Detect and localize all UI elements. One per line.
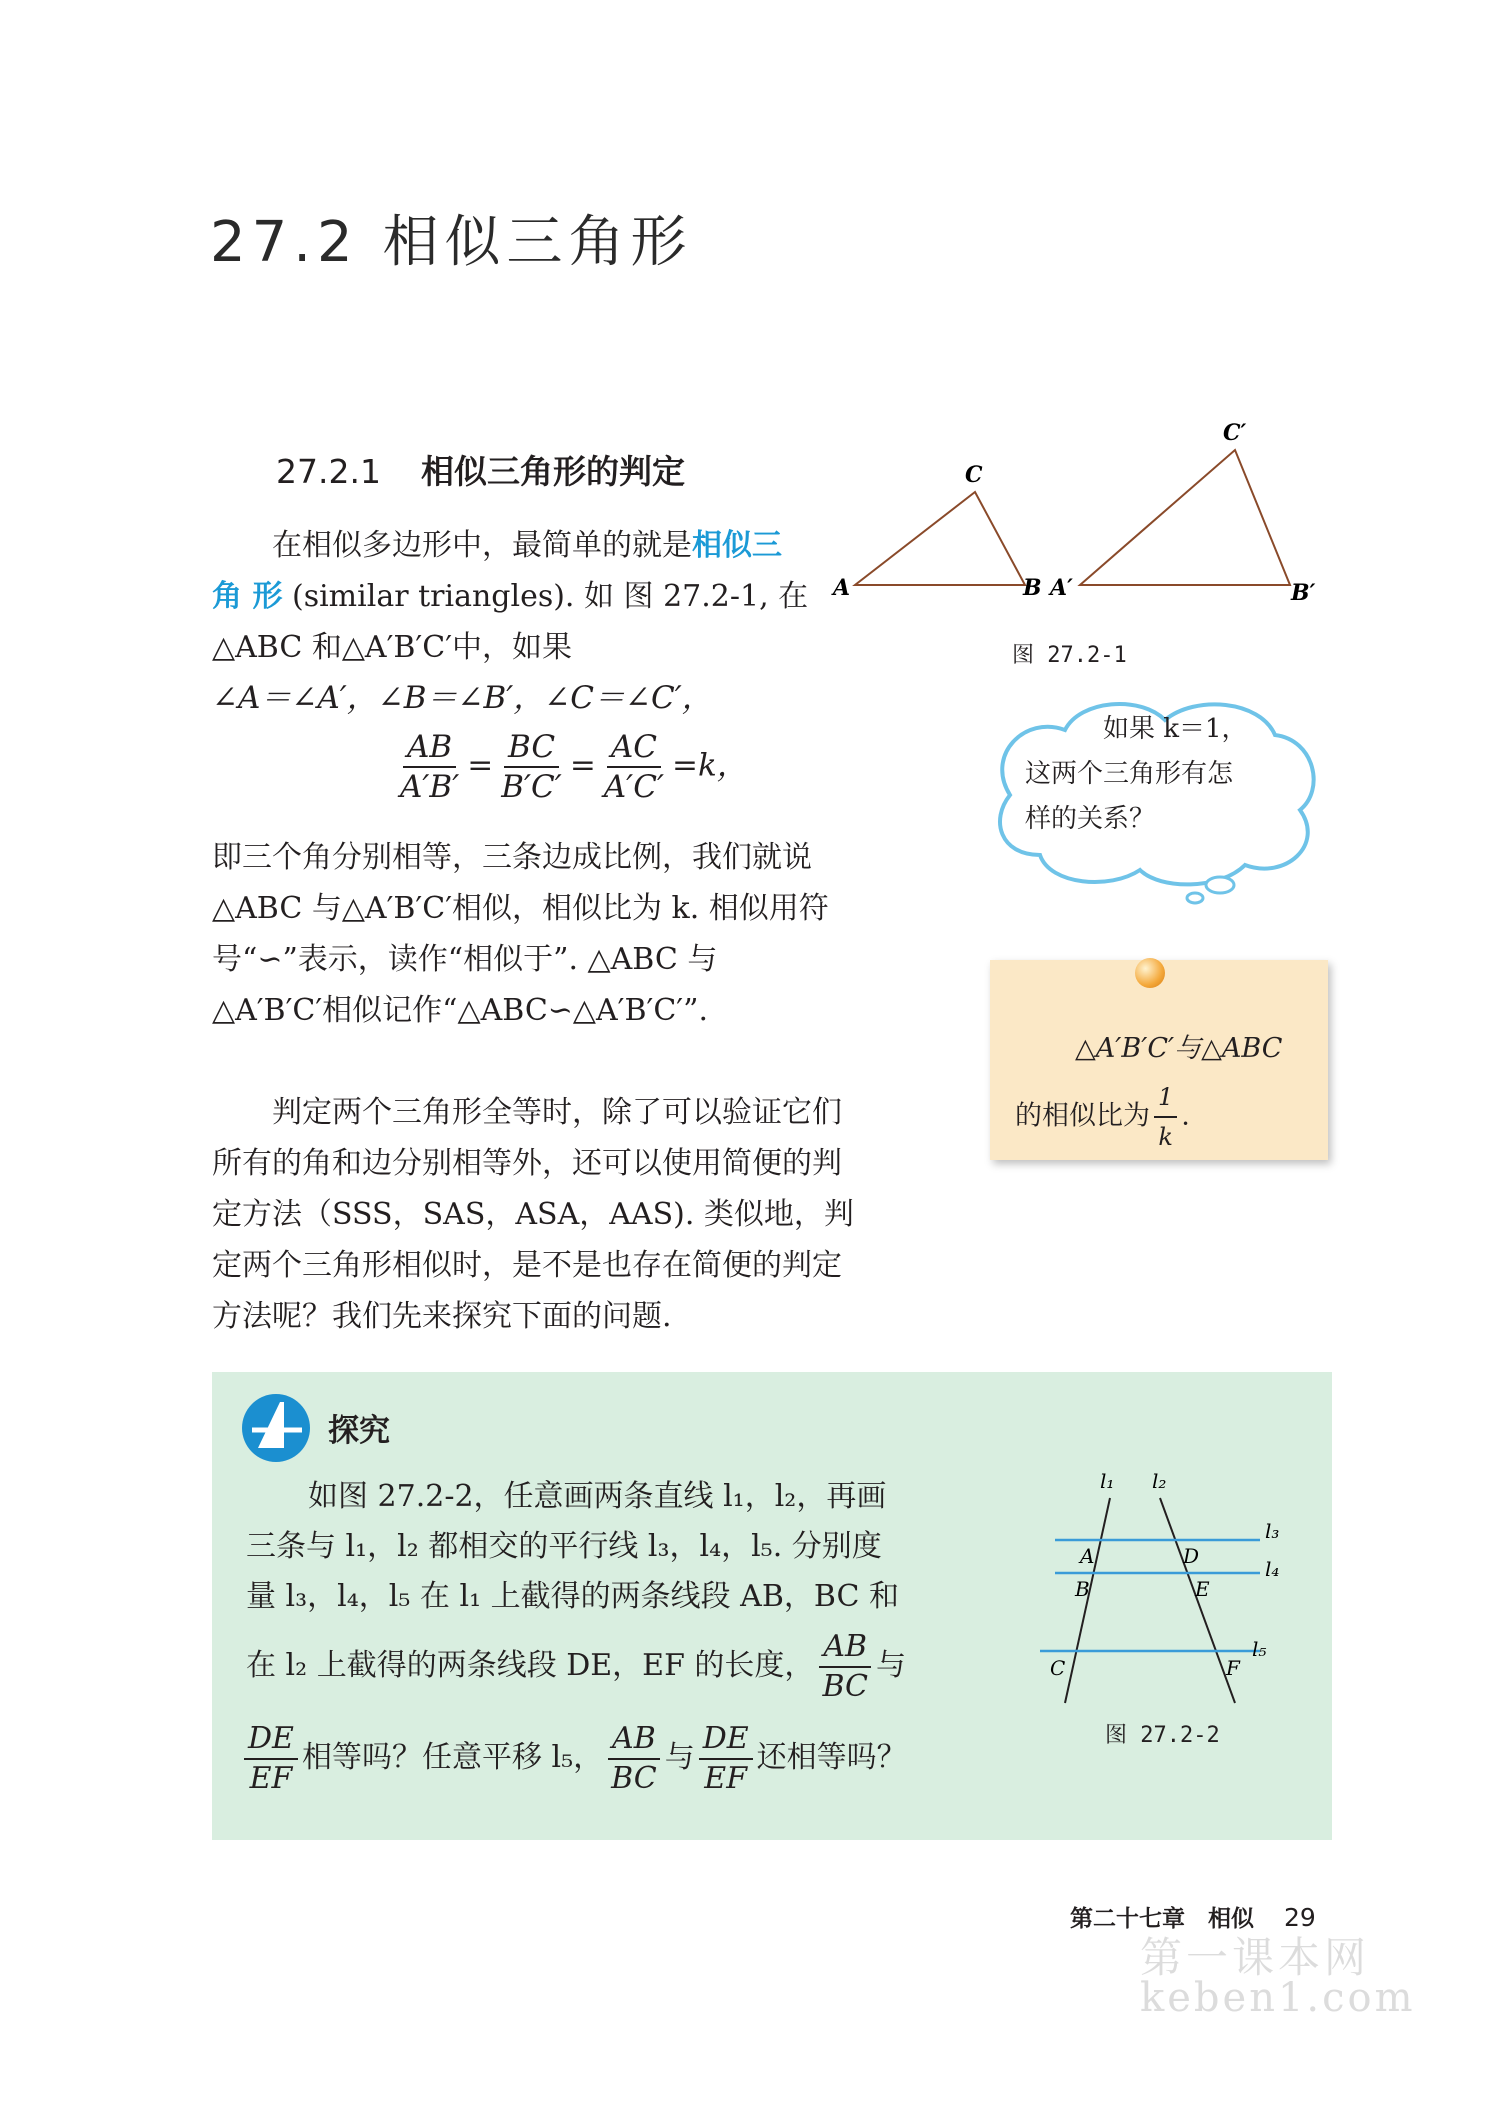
section-title: 27.2 相似三角形 <box>210 210 693 275</box>
subsection-label: 相似三角形的判定 <box>420 452 685 491</box>
label-b: B <box>1075 1577 1090 1601</box>
label-l2: l₂ <box>1152 1469 1167 1493</box>
fraction-ab: $\frac{AB}{A'B'}$ <box>400 729 460 805</box>
explore-line-3: 量 l₃，l₄，l₅ 在 l₁ 上截得的两条线段 AB，BC 和 <box>246 1579 899 1614</box>
label-c: C <box>965 462 983 488</box>
cloud-line-3: 样的关系？ <box>1025 804 1156 834</box>
compass-icon <box>240 1392 312 1464</box>
para2-line-3: 号“∽”表示，读作“相似于”. △ABC 与 <box>212 942 718 977</box>
explore-fraction-de: $\frac{DE}{EF}$ <box>244 1720 298 1798</box>
cloud-line-1: 如果 k＝1， <box>1103 714 1248 744</box>
label-a: A <box>1080 1544 1095 1568</box>
explore-title: 探究 <box>328 1413 390 1449</box>
figure-27-2-1 <box>815 410 1335 610</box>
label-c-prime: C′ <box>1223 420 1247 446</box>
para3-line-4: 定两个三角形相似时，是不是也存在简便的判定 <box>212 1248 842 1283</box>
subsection-title <box>276 446 685 493</box>
label-l1: l₁ <box>1100 1469 1115 1493</box>
label-l5: l₅ <box>1252 1637 1267 1661</box>
explore-fraction-ab: $\frac{AB}{BC}$ <box>818 1628 872 1706</box>
pushpin-icon <box>1135 958 1165 988</box>
figure-2-caption: 图 27.2-2 <box>1105 1723 1220 1748</box>
term-similar-triangles: 相似三 <box>692 528 782 563</box>
label-l4: l₄ <box>1265 1557 1280 1581</box>
explore-line-4: 在 l₂ 上截得的两条线段 DE，EF 的长度， $\frac{AB}{BC}$ 与 <box>246 1629 906 1704</box>
explore-fraction-ab-2: $\frac{AB}{BC}$ <box>607 1720 661 1798</box>
term-similar-triangles-cont: 角 形 <box>212 579 283 614</box>
watermark-cn: 第一课本网 <box>1140 1933 1371 1982</box>
triangle-a2b2c2 <box>1080 450 1290 585</box>
triangle-abc <box>855 492 1025 585</box>
intro-line-2: 角 形 (similar triangles). 如 图 27.2-1, 在 <box>212 579 809 614</box>
figure-1-caption: 图 27.2-1 <box>1012 643 1127 668</box>
para2-line-1: 即三个角分别相等，三条边成比例，我们就说 <box>212 840 812 875</box>
para3-line-2: 所有的角和边分别相等外，还可以使用简便的判 <box>212 1146 842 1181</box>
para3-line-3: 定方法（SSS，SAS，ASA，AAS). 类似地，判 <box>212 1197 854 1232</box>
note-line-2: 的相似比为 $\frac{1}{k}$ . <box>1015 1078 1315 1156</box>
subsection-number: 27.2.1 <box>276 452 381 491</box>
chapter-title: 第二十七章 相似 <box>1070 1906 1254 1932</box>
para3-line-5: 方法呢？我们先来探究下面的问题. <box>212 1299 672 1334</box>
label-f: F <box>1226 1656 1240 1680</box>
ratio-equation: $\frac{AB}{A'B'}$ = $\frac{BC}{B'C'}$ = $\frac{AC}{A'C'}$ =k， <box>392 728 748 806</box>
label-b: B <box>1023 575 1042 601</box>
explore-fraction-de-2: $\frac{DE}{EF}$ <box>699 1720 753 1798</box>
explore-line-1: 如图 27.2-2，任意画两条直线 l₁，l₂，再画 <box>308 1479 887 1514</box>
label-b-prime: B′ <box>1291 580 1316 606</box>
explore-line-5: $\frac{DE}{EF}$ 相等吗？任意平移 l₅， $\frac{AB}{BC}$ 与 $\frac{DE}{EF}$ 还相等吗？ <box>240 1720 980 1798</box>
note-fraction: $\frac{1}{k}$ <box>1154 1078 1177 1156</box>
label-a: A <box>833 575 851 601</box>
fraction-ac: $\frac{AC}{A'C'}$ <box>603 729 664 805</box>
label-d: D <box>1183 1544 1200 1568</box>
page-number: 29 <box>1284 1903 1316 1932</box>
label-c: C <box>1050 1656 1066 1680</box>
angle-equalities: ∠A＝∠A′，∠B＝∠B′，∠C＝∠C′， <box>212 680 713 716</box>
explore-line-2: 三条与 l₁，l₂ 都相交的平行线 l₃，l₄，l₅. 分别度 <box>246 1529 882 1564</box>
intro-line-1: 在相似多边形中，最简单的就是相似三 <box>272 528 782 563</box>
watermark-en: keben1.com <box>1140 1975 1416 2021</box>
label-a-prime: A′ <box>1050 575 1073 601</box>
para2-line-4: △A′B′C′相似记作“△ABC∽△A′B′C′”. <box>212 993 708 1028</box>
note-line-1: △A′B′C′与△ABC <box>1075 1033 1283 1064</box>
para3-line-1: 判定两个三角形全等时，除了可以验证它们 <box>272 1095 842 1130</box>
figure-27-2-2 <box>1030 1468 1300 1718</box>
label-l3: l₃ <box>1265 1519 1280 1543</box>
cloud-line-2: 这两个三角形有怎 <box>1025 759 1234 789</box>
para2-line-2: △ABC 与△A′B′C′相似，相似比为 k. 相似用符 <box>212 891 829 926</box>
label-e: E <box>1195 1577 1210 1601</box>
fraction-bc: $\frac{BC}{B'C'}$ <box>501 729 562 805</box>
intro-line-3: △ABC 和△A′B′C′中，如果 <box>212 630 572 665</box>
